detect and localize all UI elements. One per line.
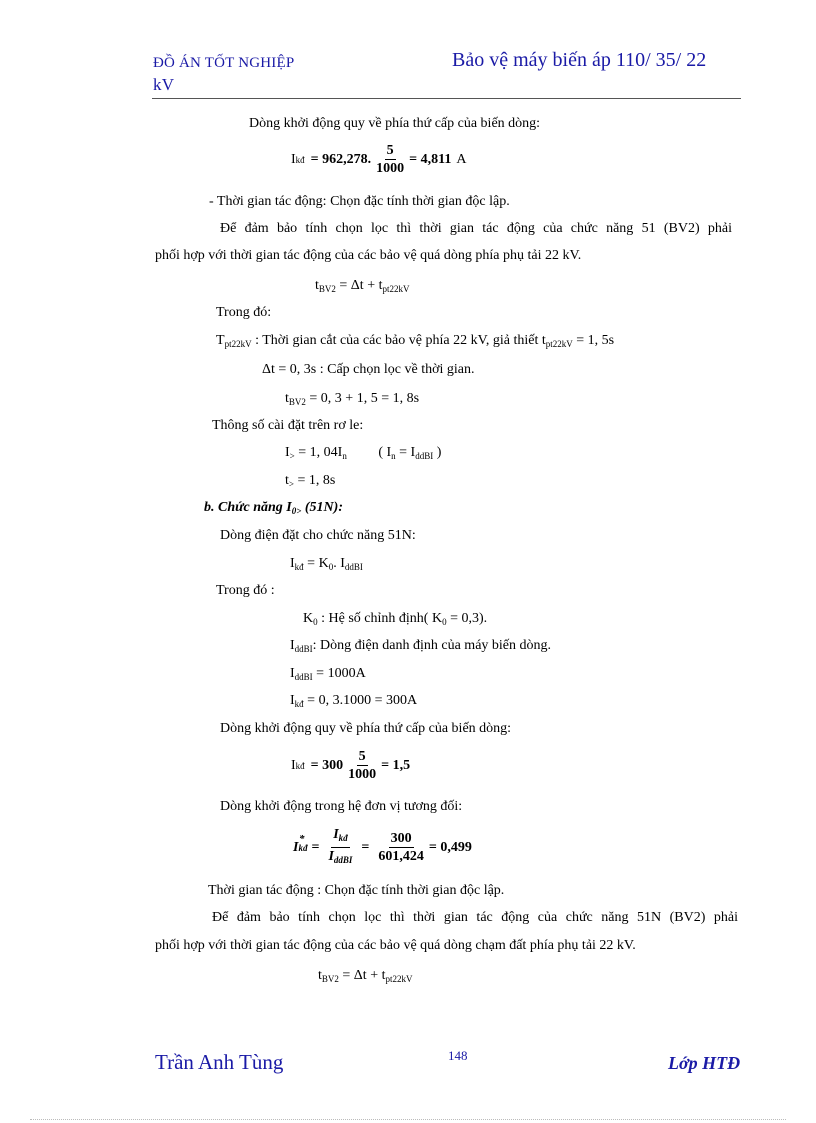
fraction-denominator: I <box>328 849 334 864</box>
fraction-denominator: 1000 <box>376 161 405 176</box>
definition-iddbi <box>290 638 551 654</box>
formula-var: I <box>290 693 295 708</box>
fraction-numerator: 5 <box>386 143 394 158</box>
formula-sub: kđ <box>294 699 304 709</box>
paragraph: Dòng khởi động quy về phía thứ cấp của biến dòng: <box>249 116 541 131</box>
formula-sub: kđ <box>295 154 305 165</box>
heading-text: b. Chức năng I <box>204 500 292 515</box>
formula-sub: 0 <box>328 562 334 572</box>
equals-sign: = <box>311 839 320 855</box>
formula-tbv2 <box>315 278 409 294</box>
header-subject: Bảo vệ máy biến áp 110/ 35/ 22 <box>452 49 707 71</box>
equals-sign: = <box>361 839 370 855</box>
formula-text: ) <box>433 445 442 460</box>
formula-ikd-secondary-51n <box>291 748 410 783</box>
formula-fraction <box>326 826 354 869</box>
formula-text: = 1, 8s <box>293 473 336 488</box>
formula-fraction <box>346 748 378 783</box>
formula-sub: ddBI <box>415 451 434 461</box>
formula-sub: ddBI <box>333 855 353 865</box>
formula-sub: pt22kV <box>224 339 252 349</box>
heading-text: (51N): <box>301 500 343 515</box>
formula-sub: BV2 <box>318 284 336 294</box>
definition-delta-t: Δt = 0, 3s : Cấp chọn lọc về thời gian. <box>262 362 475 377</box>
paragraph: Để đảm bảo tính chọn lọc thì thời gian tác động của chức năng 51 (BV2) phải <box>220 221 732 236</box>
text: = 1, 5s <box>572 333 615 348</box>
formula-sub: ddBI <box>294 644 313 654</box>
formula-sub: n <box>342 451 347 461</box>
paragraph: Thông số cài đặt trên rơ le: <box>212 418 364 433</box>
formula-sub: > <box>289 451 295 461</box>
formula-sub: pt22kV <box>545 339 573 349</box>
paragraph: Trong đó : <box>216 583 275 598</box>
formula-sub: kđ <box>298 842 308 853</box>
formula-unit: A <box>456 151 467 167</box>
formula-var: t <box>315 278 319 293</box>
formula-var: I <box>291 151 296 167</box>
paragraph: phối hợp với thời gian tác động của các bảo vệ quá dòng phía phụ tải 22 kV. <box>155 248 582 263</box>
page-bottom-border <box>30 1119 786 1120</box>
formula-ikd-51n <box>290 556 363 572</box>
formula-var: t <box>285 473 289 488</box>
formula-sup: * <box>299 832 305 845</box>
header-title: ĐỒ ÁN TỐT NGHIỆP <box>153 55 295 71</box>
formula-result: = 0,499 <box>428 839 472 855</box>
formula-var: T <box>216 333 225 348</box>
text: : Dòng điện danh định của máy biến dòng. <box>312 638 552 653</box>
text: : Thời gian cắt của các bảo vệ phía 22 kV, giả thiết t <box>251 333 546 348</box>
formula-result: = 1,5 <box>381 757 411 773</box>
paragraph: - Thời gian tác động: Chọn đặc tính thời gian độc lập. <box>209 194 510 209</box>
paragraph: Trong đó: <box>216 305 272 320</box>
fraction-numerator: 5 <box>358 749 366 764</box>
formula-var: I <box>285 445 290 460</box>
formula-var: I <box>293 839 299 855</box>
fraction-numerator: I <box>333 827 339 842</box>
formula-sub: kđ <box>338 833 348 843</box>
formula-text: = 0, 3.1000 = 300A <box>303 693 418 708</box>
formula-text: = Δt + t <box>338 968 386 983</box>
formula-sub: pt22kV <box>385 974 413 984</box>
formula-ikd-secondary <box>291 142 467 177</box>
formula-var: I <box>290 666 295 681</box>
formula-text: = I <box>395 445 416 460</box>
formula-sub: ddBI <box>294 672 313 682</box>
formula-sub: pt22kV <box>382 284 410 294</box>
formula-tbv2-value <box>285 391 419 407</box>
formula-sub: n <box>391 451 396 461</box>
formula-fraction <box>374 142 406 177</box>
paragraph: Dòng điện đặt cho chức năng 51N: <box>220 528 416 543</box>
paragraph: Thời gian tác động : Chọn đặc tính thời gian độc lập. <box>208 883 505 898</box>
formula-var: t <box>285 391 289 406</box>
formula-text: = 1, 04I <box>294 445 343 460</box>
formula-var: I <box>290 556 295 571</box>
formula-text: = 0, 3 + 1, 5 = 1, 8s <box>305 391 420 406</box>
formula-sub: > <box>288 479 294 489</box>
formula-text: . I <box>333 556 345 571</box>
fraction-denominator: 1000 <box>348 767 377 782</box>
formula-fraction <box>376 830 426 865</box>
formula-var: I <box>291 757 296 773</box>
footer-author: Trần Anh Tùng <box>155 1050 284 1074</box>
formula-sub: BV2 <box>321 974 339 984</box>
formula-relay-time <box>285 473 335 489</box>
fraction-denominator: 601,424 <box>378 849 424 864</box>
footer-class: Lớp HTĐ <box>668 1053 741 1073</box>
formula-result: = 4,811 <box>409 151 452 167</box>
fraction-numerator: 300 <box>390 831 412 846</box>
paragraph: Để đảm bảo tính chọn lọc thì thời gian tác động của chức năng 51N (BV2) phải <box>212 910 738 925</box>
formula-sub: BV2 <box>288 397 306 407</box>
formula-iddbi-value <box>290 666 366 682</box>
formula-ikd-value <box>290 693 417 709</box>
formula-sub: 0 <box>313 617 318 627</box>
formula-sub: ddBI <box>344 562 363 572</box>
definition-k0 <box>303 611 487 627</box>
formula-per-unit <box>293 826 472 869</box>
formula-sub: kđ <box>294 562 304 572</box>
formula-var: K <box>303 611 314 626</box>
text: : Hệ số chỉnh định( K <box>317 611 443 626</box>
formula-text: = 1000A <box>312 666 366 681</box>
formula-var: t <box>318 968 322 983</box>
page-number: 148 <box>448 1048 468 1063</box>
formula-text: = K <box>303 556 329 571</box>
formula-sub: 0 <box>442 617 447 627</box>
paragraph: Dòng khởi động trong hệ đơn vị tương đối: <box>220 799 463 814</box>
formula-tbv2-51n <box>318 968 412 984</box>
definition-tpt22kv <box>216 333 614 349</box>
header-kv: kV <box>153 75 175 94</box>
text: = 0,3). <box>446 611 488 626</box>
formula-text: = 962,278. <box>310 151 372 167</box>
formula-relay-current <box>285 445 441 461</box>
formula-text: = 300 <box>310 757 344 773</box>
formula-text: ( I <box>378 445 392 460</box>
formula-sub: kđ <box>295 760 305 771</box>
header-rule <box>152 98 741 99</box>
section-heading <box>204 500 343 516</box>
paragraph: Dòng khởi động quy về phía thứ cấp của biến dòng: <box>220 721 512 736</box>
paragraph: phối hợp với thời gian tác động của các bảo vệ quá dòng chạm đất phía phụ tải 22 kV. <box>155 938 636 953</box>
formula-sub: 0> <box>291 506 302 516</box>
formula-var: I <box>290 638 295 653</box>
formula-text: = Δt + t <box>335 278 383 293</box>
